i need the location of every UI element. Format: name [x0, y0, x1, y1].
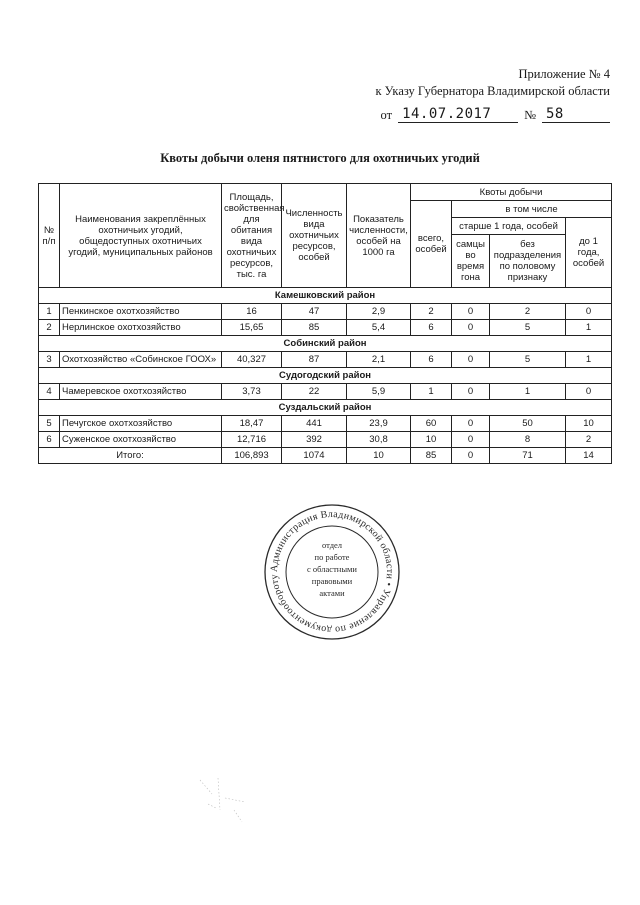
- cell-total: 2: [411, 304, 452, 320]
- table-row: [39, 432, 612, 448]
- date-value: 14.07.2017: [398, 106, 518, 123]
- cell-density: 5,4: [347, 320, 411, 336]
- table-row: [39, 304, 612, 320]
- cell-males: 0: [452, 416, 490, 432]
- cell-no-sex: 50: [490, 416, 566, 432]
- cell-males: 0: [452, 304, 490, 320]
- stamp-ring-text: Администрация Владимирской области • Управление по документообороту: [268, 508, 396, 636]
- cell-under1: 2: [566, 432, 612, 448]
- cell-under1: 1: [566, 352, 612, 368]
- cell-name: Печугское охотхозяйство: [60, 416, 222, 432]
- cell-total: 6: [411, 352, 452, 368]
- header-density: Показатель численности, особей на 1000 га: [347, 184, 411, 288]
- number-value: 58: [542, 106, 610, 123]
- cell-num: 3: [39, 352, 60, 368]
- cell-under1: 10: [566, 416, 612, 432]
- cell-name: Охотхозяйство «Собинское ГООХ»: [60, 352, 222, 368]
- cell-population: 47: [282, 304, 347, 320]
- cell-males: 0: [452, 384, 490, 400]
- cell-population: 85: [282, 320, 347, 336]
- total-no-sex: 71: [490, 448, 566, 464]
- cell-males: 0: [452, 320, 490, 336]
- stamp-center-text: [307, 540, 357, 598]
- section-header: Судогодский район: [39, 368, 612, 384]
- total-area: 106,893: [222, 448, 282, 464]
- table-row: [39, 352, 612, 368]
- cell-males: 0: [452, 432, 490, 448]
- cell-total: 6: [411, 320, 452, 336]
- total-row: [39, 448, 612, 464]
- total-under1: 14: [566, 448, 612, 464]
- total-total: 85: [411, 448, 452, 464]
- total-label: Итого:: [39, 448, 222, 464]
- table-row: [39, 384, 612, 400]
- cell-area: 3,73: [222, 384, 282, 400]
- stamp-line: правовыми: [311, 576, 353, 586]
- cell-total: 10: [411, 432, 452, 448]
- cell-name: Суженское охотхозяйство: [60, 432, 222, 448]
- total-population: 1074: [282, 448, 347, 464]
- cell-num: 6: [39, 432, 60, 448]
- header-under1: до 1 года, особей: [566, 218, 612, 288]
- section-header: Камешковский район: [39, 288, 612, 304]
- header-quota-group: Квоты добычи: [411, 184, 612, 201]
- cell-under1: 0: [566, 384, 612, 400]
- cell-num: 1: [39, 304, 60, 320]
- cell-num: 5: [39, 416, 60, 432]
- appendix-label: Приложение № 4: [518, 67, 610, 81]
- cell-population: 441: [282, 416, 347, 432]
- section-header: Собинский район: [39, 336, 612, 352]
- cell-density: 2,1: [347, 352, 411, 368]
- header-area: Площадь, свойственная для обитания вида охотничьих ресурсов, тыс. га: [222, 184, 282, 288]
- total-males: 0: [452, 448, 490, 464]
- number-label: №: [524, 108, 536, 122]
- header-name: Наименования закреплённых охотничьих угодий, общедоступных охотничьих угодий, муниципальных районов: [60, 184, 222, 288]
- cell-area: 12,716: [222, 432, 282, 448]
- header-total: всего, особей: [411, 201, 452, 288]
- document-header: [375, 66, 610, 100]
- header-num: № п/п: [39, 184, 60, 288]
- table-row: [39, 320, 612, 336]
- document-title: Квоты добычи оленя пятнистого для охотничьих угодий: [160, 151, 480, 165]
- cell-under1: 0: [566, 304, 612, 320]
- cell-population: 87: [282, 352, 347, 368]
- scan-pen-marks: [190, 770, 270, 830]
- cell-area: 15,65: [222, 320, 282, 336]
- cell-no-sex: 2: [490, 304, 566, 320]
- cell-name: Чамеревское охотхозяйство: [60, 384, 222, 400]
- quota-table: [38, 183, 612, 464]
- total-density: 10: [347, 448, 411, 464]
- section-header: Суздальский район: [39, 400, 612, 416]
- date-prefix: от: [380, 108, 393, 122]
- official-stamp: [262, 502, 402, 642]
- cell-num: 4: [39, 384, 60, 400]
- date-number-line: [381, 106, 611, 123]
- table-row: [39, 416, 612, 432]
- cell-density: 23,9: [347, 416, 411, 432]
- cell-no-sex: 1: [490, 384, 566, 400]
- header-males: самцы во время гона: [452, 235, 490, 288]
- cell-name: Нерлинское охотхозяйство: [60, 320, 222, 336]
- cell-name: Пенкинское охотхозяйство: [60, 304, 222, 320]
- cell-area: 40,327: [222, 352, 282, 368]
- cell-population: 22: [282, 384, 347, 400]
- stamp-line: отдел: [321, 540, 343, 550]
- header-older: старше 1 года, особей: [452, 218, 566, 235]
- header-no-sex: без подразделения по половому признаку: [490, 235, 566, 288]
- header-including: в том числе: [452, 201, 612, 218]
- cell-area: 16: [222, 304, 282, 320]
- cell-population: 392: [282, 432, 347, 448]
- cell-num: 2: [39, 320, 60, 336]
- cell-density: 30,8: [347, 432, 411, 448]
- decree-reference: к Указу Губернатора Владимирской области: [375, 84, 610, 98]
- cell-under1: 1: [566, 320, 612, 336]
- cell-total: 1: [411, 384, 452, 400]
- header-population: Численность вида охотничьих ресурсов, особей: [282, 184, 347, 288]
- cell-area: 18,47: [222, 416, 282, 432]
- cell-total: 60: [411, 416, 452, 432]
- cell-density: 2,9: [347, 304, 411, 320]
- cell-males: 0: [452, 352, 490, 368]
- cell-no-sex: 5: [490, 352, 566, 368]
- stamp-line: с областными: [307, 564, 357, 574]
- stamp-line: актами: [319, 588, 345, 598]
- cell-no-sex: 5: [490, 320, 566, 336]
- cell-no-sex: 8: [490, 432, 566, 448]
- cell-density: 5,9: [347, 384, 411, 400]
- stamp-line: по работе: [314, 552, 350, 562]
